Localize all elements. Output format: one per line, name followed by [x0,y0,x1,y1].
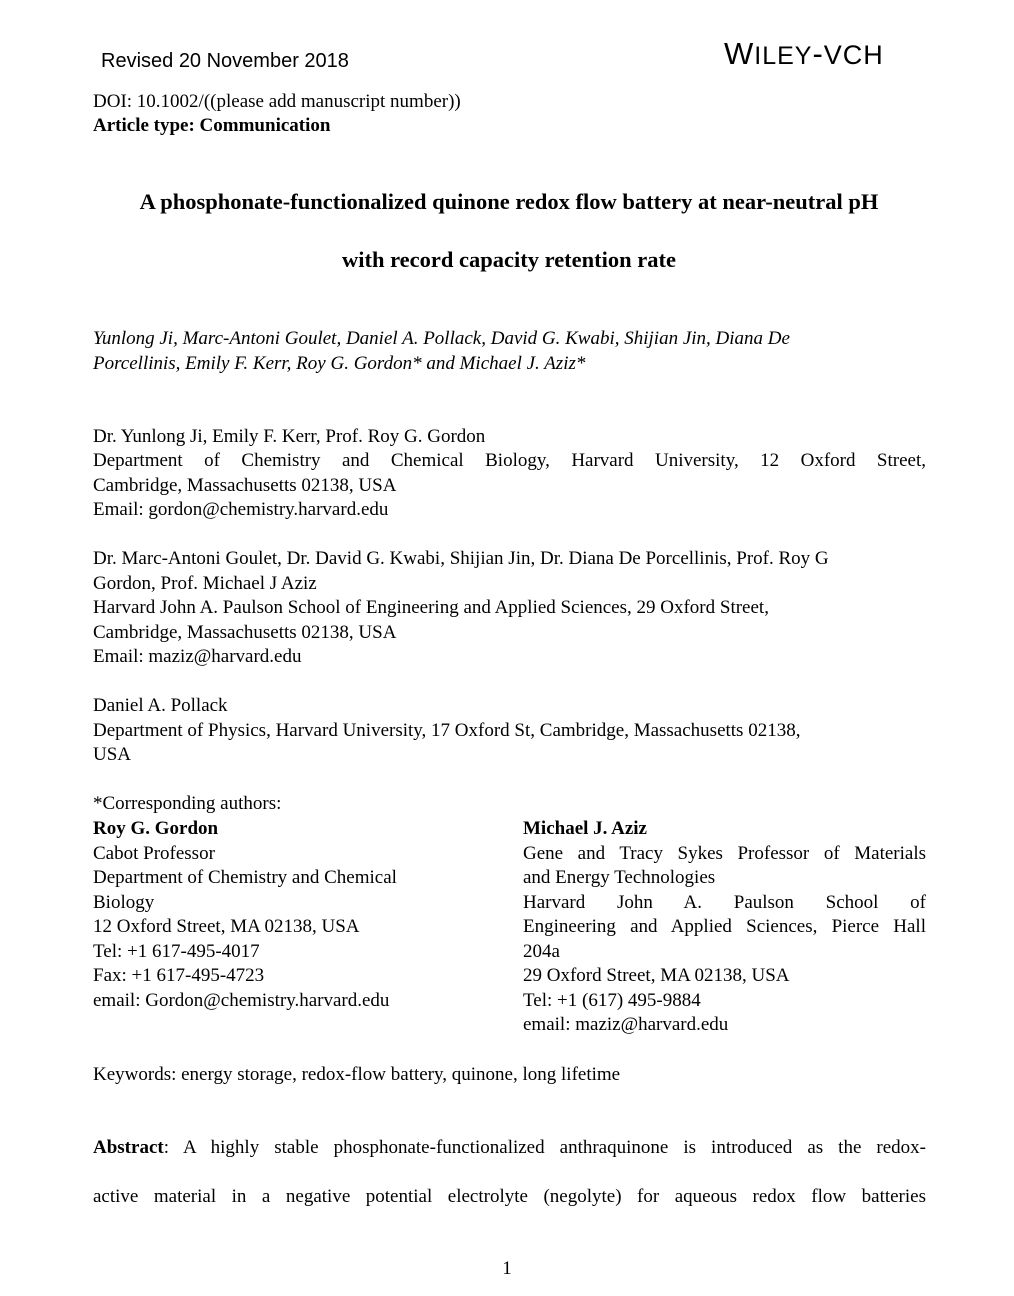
corresponding-line: and Energy Technologies [523,867,716,888]
corresponding-line: Fax: +1 617-495-4723 [93,965,265,986]
affil-2-address: Cambridge, Massachusetts 02138, USA [93,622,397,643]
affil-1-address: Cambridge, Massachusetts 02138, USA [93,475,397,496]
abstract-line-1: Abstract: A highly stable phosphonate-functionalized anthraquinone is introduced as the redox- [93,1137,926,1158]
corresponding-line: 12 Oxford Street, MA 02138, USA [93,916,360,937]
abstract-label: Abstract [93,1137,164,1158]
page-number: 1 [502,1258,512,1279]
corresponding-left [93,817,438,1013]
corresponding-line: Gene and Tracy Sykes Professor of Materials [523,842,926,864]
affil-2-dept: Harvard John A. Paulson School of Engineering and Applied Sciences, 29 Oxford Street, [93,597,769,618]
affil-1-dept: Department of Chemistry and Chemical Biology, Harvard University, 12 Oxford Street, [93,450,926,471]
affil-2-names: Dr. Marc-Antoni Goulet, Dr. David G. Kwabi, Shijian Jin, Dr. Diana De Porcellinis, Prof. Roy G [93,548,829,569]
corresponding-name: Roy G. Gordon [93,818,219,839]
affil-3-names: Daniel A. Pollack [93,695,228,716]
corresponding-email: email: maziz@harvard.edu [523,1014,729,1035]
corresponding-line: Tel: +1 617-495-4017 [93,940,260,962]
corresponding-line: Harvard John A. Paulson School of [523,891,926,913]
affil-2-email: Email: maziz@harvard.edu [93,646,302,667]
corresponding-heading: *Corresponding authors: [93,793,282,814]
title-line-2: with record capacity retention rate [341,247,677,272]
affil-3-dept: Department of Physics, Harvard University, 17 Oxford St, Cambridge, Massachusetts 02138, [93,720,801,741]
abstract-line-2: active material in a negative potential electrolyte (negolyte) for aqueous redox flow batteries [93,1186,926,1207]
corresponding-line: Biology [93,891,155,913]
corresponding-email: email: Gordon@chemistry.harvard.edu [93,989,390,1011]
corresponding-line: 29 Oxford Street, MA 02138, USA [523,965,790,986]
corresponding-line: Department of Chemistry and Chemical [93,867,397,888]
corresponding-right [523,817,926,1038]
article-type: Article type: Communication [93,115,331,136]
authors-line-1: Yunlong Ji, Marc-Antoni Goulet, Daniel A. Pollack, David G. Kwabi, Shijian Jin, Diana De [93,328,790,349]
corresponding-line: Cabot Professor [93,842,215,864]
revised-date: Revised 20 November 2018 [101,50,349,72]
wiley-vch-logo: WILEY-VCH [724,36,884,71]
corresponding-line: 204a [523,940,560,962]
corresponding-line: Engineering and Applied Sciences, Pierce Hall [523,916,926,937]
keywords: Keywords: energy storage, redox-flow battery, quinone, long lifetime [93,1064,621,1085]
authors-line-2: Porcellinis, Emily F. Kerr, Roy G. Gordon* and Michael J. Aziz* [93,353,586,374]
doi: DOI: 10.1002/((please add manuscript number)) [93,91,461,112]
corresponding-name: Michael J. Aziz [523,818,647,839]
affil-1-email: Email: gordon@chemistry.harvard.edu [93,499,389,520]
affil-2-names-cont: Gordon, Prof. Michael J Aziz [93,573,317,594]
affil-3-address: USA [93,744,132,765]
corresponding-line: Tel: +1 (617) 495-9884 [523,989,701,1011]
title-line-1: A phosphonate-functionalized quinone redox flow battery at near-neutral pH [139,189,879,214]
affil-1-names: Dr. Yunlong Ji, Emily F. Kerr, Prof. Roy G. Gordon [93,426,486,447]
